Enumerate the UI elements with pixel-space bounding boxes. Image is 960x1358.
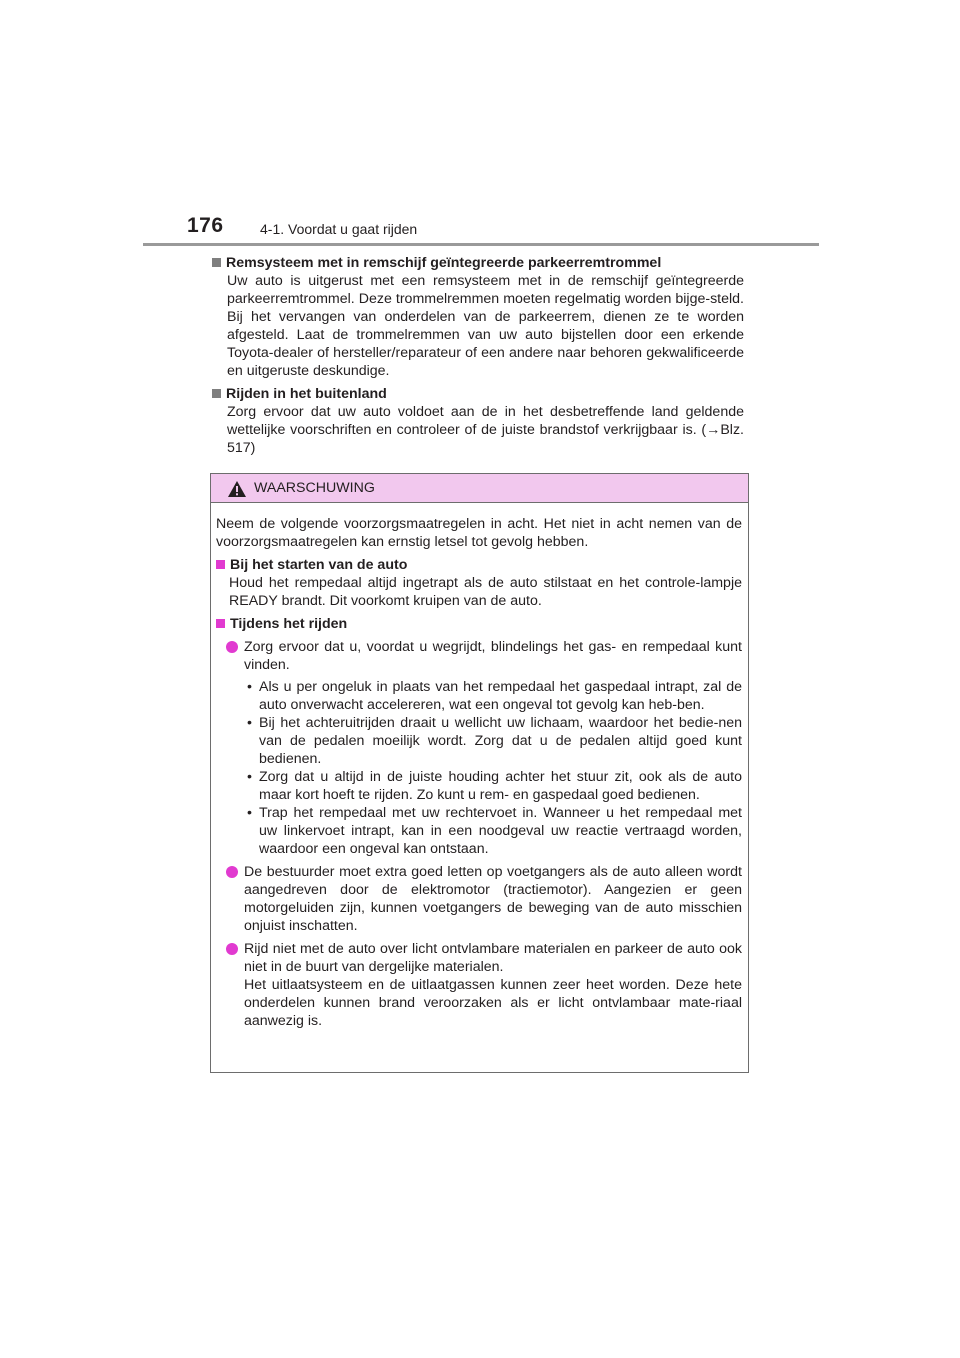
- sub-item: • Bij het achteruitrijden draait u wellicht uw lichaam, waardoor het bedie-nen van de pedalen moeilijk wordt. Zorg dat u de pedalen altijd goed kunt bedienen.: [247, 715, 742, 767]
- warning-body: [211, 503, 748, 1030]
- square-bullet-icon: [216, 619, 225, 628]
- warning-bullet: Rijd niet met de auto over licht ontvlambare materialen en parkeer de auto ook niet in de buurt van dergelijke materialen. Het uitlaatsysteem en de uitlaatgassen kunnen zeer heet worden. Deze hete onderdelen kunnen brand veroorzaken als er licht ontvlambaar mate-riaal aanwezig is.: [226, 940, 742, 1030]
- warning-title: WAARSCHUWING: [254, 480, 375, 496]
- section-text: Zorg ervoor dat uw auto voldoet aan de in het desbetreffende land geldende wettelijke voorschriften en controleer of de juiste brandstof verkrijgbaar is. (→Blz. 517): [227, 404, 744, 456]
- page-number: 176: [187, 214, 224, 237]
- warning-text: Houd het rempedaal altijd ingetrapt als de auto stilstaat en het controle-lampje READY brandt. Dit voorkomt kruipen van de auto.: [229, 575, 742, 609]
- section-text: Uw auto is uitgerust met een remsysteem met in de remschijf geïntegreerde parkeerremtrommel. Deze trommelremmen moeten regelmatig worden bijge-steld. Bij het vervangen van onderdelen van de parkeerrem, dienen ze te worden afgesteld. Laat de trommelremmen van uw auto bijstellen door een erkende Toyota-dealer of hersteller/reparateur of een andere naar behoren gekwalificeerde en uitgeruste deskundige.: [227, 273, 744, 379]
- section-parking-brake: [211, 254, 744, 380]
- circle-bullet-icon: [226, 866, 238, 878]
- section-heading: Remsysteem met in remschijf geïntegreerde parkeerremtrommel: [211, 254, 744, 272]
- sub-item: • Als u per ongeluk in plaats van het rempedaal het gaspedaal intrapt, zal de auto onverwacht accelereren, wat een ongeval tot gevolg kan heb-ben.: [247, 679, 742, 713]
- warning-box: [210, 473, 749, 1073]
- warning-subheading: Tijdens het rijden: [216, 615, 742, 633]
- warning-intro: Neem de volgende voorzorgsmaatregelen in acht. Het niet in acht nemen van de voorzorgsmaatregelen kan ernstig letsel tot gevolg hebben.: [216, 516, 742, 550]
- section-heading: Rijden in het buitenland: [211, 385, 744, 403]
- square-bullet-icon: [216, 560, 225, 569]
- main-content: [211, 254, 744, 462]
- warning-bullet: Zorg ervoor dat u, voordat u wegrijdt, blindelings het gas- en rempedaal kunt vinden. • Als u per ongeluk in plaats van het rempedaal het gaspedaal intrapt, zal de auto onverwacht accelereren, wat een ongeval tot gevolg kan heb-ben. • Bij het achteruitrijden draait u wellicht uw lichaam, waardoor het bedie-nen van de pedalen moeilijk wordt. Zorg dat u de pedalen altijd goed kunt bedienen. • Zorg dat u altijd in de juiste houding achter het stuur zit, ook als de auto maar kort hoeft te rijden. Zo kunt u rem- en gaspedaal goed bedienen. • Trap het rempedaal met uw rechtervoet in. Wanneer u het rempedaal met uw linkervoet intrapt, kan in een noodgeval uw reactie vertraagd worden, waardoor een ongeval kan ontstaan.: [226, 638, 742, 858]
- square-bullet-icon: [212, 258, 221, 267]
- warning-start-section: [216, 556, 742, 610]
- warning-driving-section: [216, 615, 742, 633]
- square-bullet-icon: [212, 389, 221, 398]
- warning-bullet: De bestuurder moet extra goed letten op voetgangers als de auto alleen wordt aangedreven door de elektromotor (tractiemotor). Aangezien er geen motorgeluiden zijn, kunnen voetgangers de beweging van de auto misschien onjuist inschatten.: [226, 863, 742, 935]
- circle-bullet-icon: [226, 943, 238, 955]
- warning-header: [211, 474, 748, 503]
- warning-triangle-icon: [227, 480, 247, 498]
- sub-item: • Trap het rempedaal met uw rechtervoet in. Wanneer u het rempedaal met uw linkervoet intrapt, kan in een noodgeval uw reactie vertraagd worden, waardoor een ongeval kan ontstaan.: [247, 805, 742, 857]
- header-rule: [143, 243, 819, 246]
- warning-subheading: Bij het starten van de auto: [216, 556, 742, 574]
- section-title: 4-1. Voordat u gaat rijden: [260, 221, 418, 237]
- circle-bullet-icon: [226, 641, 238, 653]
- sub-item: • Zorg dat u altijd in de juiste houding achter het stuur zit, ook als de auto maar kort hoeft te rijden. Zo kunt u rem- en gaspedaal goed bedienen.: [247, 769, 742, 803]
- section-abroad: [211, 385, 744, 457]
